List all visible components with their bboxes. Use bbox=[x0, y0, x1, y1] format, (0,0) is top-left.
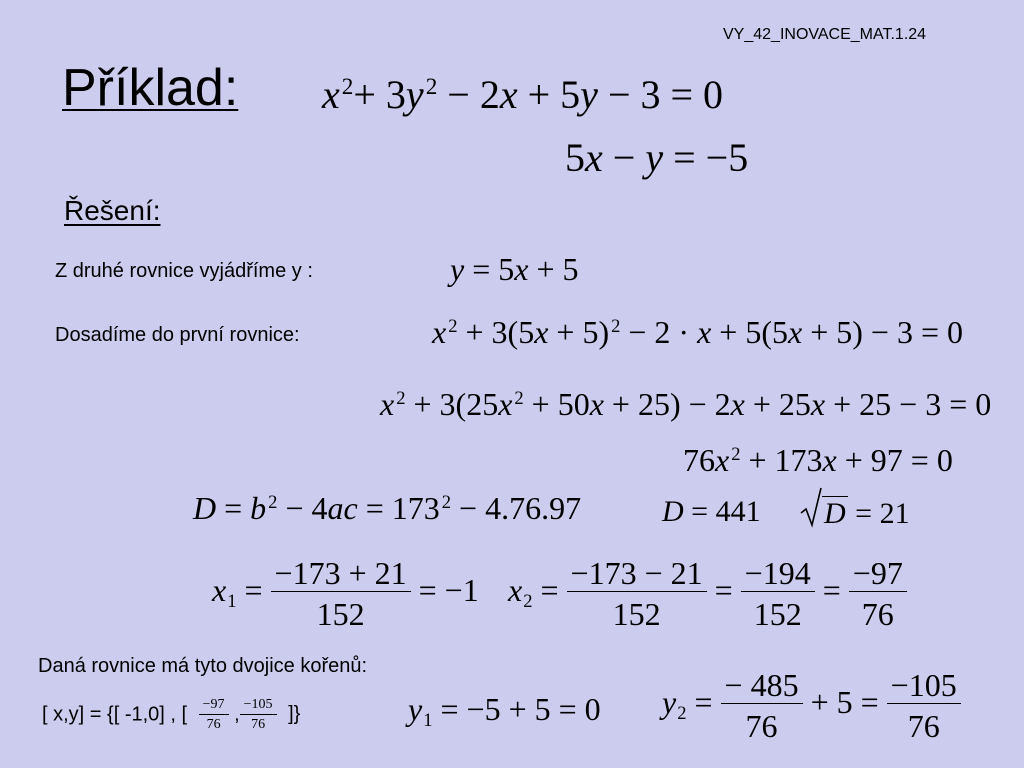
discriminant-formula: D = b $^2$ − 4ac = 173 $^2$ − 4.76.97 bbox=[193, 490, 582, 526]
y2-fraction: $\frac{- 485}{76}$ bbox=[721, 669, 803, 742]
solution-heading: Řešení: bbox=[64, 195, 161, 226]
express-equation: y = 5x + 5 bbox=[450, 251, 579, 287]
discriminant-sqrt: D = 21 bbox=[800, 487, 910, 529]
x1-fraction: $\frac{-173 + 21}{152}$ bbox=[271, 557, 411, 630]
page-title: Příklad: bbox=[62, 59, 239, 117]
x2-simplified-fraction: $\frac{-194}{152}$ bbox=[741, 557, 815, 630]
y2-result-fraction: $\frac{-105}{76}$ bbox=[887, 669, 961, 742]
root-pairs-label: Daná rovnice má tyto dvojice kořenů: bbox=[38, 655, 368, 677]
root-x1: $x_1$ = $\frac{-173 + 21}{152}$ = −1 bbox=[212, 555, 479, 632]
system-equation-1: $x^2+ 3y^2 - 2x + 5y - 3 = 0$ bbox=[322, 72, 724, 117]
root-y1: $y_1 = -5 + 5 = 0$ bbox=[408, 691, 601, 731]
quadratic-equation: 76x $^2$ + 173x + 97 = 0 bbox=[683, 442, 953, 478]
root-y2: $y_2$ = $\frac{- 485}{76}$ + 5 = $\frac{-105}{76}$ bbox=[662, 669, 961, 742]
root-pairs-set: [ x,y] = {[ -1,0] , [ $\frac{-97}{76}$ , $\frac{-105}{76}$ ]} bbox=[42, 697, 301, 732]
pair-fraction-y: $\frac{-105}{76}$ bbox=[240, 698, 277, 732]
substitute-step-label: Dosadíme do první rovnice: bbox=[55, 324, 300, 346]
x2-result-fraction: $\frac{-97}{76}$ bbox=[849, 557, 907, 630]
pair-fraction-x: $\frac{-97}{76}$ bbox=[199, 698, 229, 732]
x2-fraction: $\frac{-173 - 21}{152}$ bbox=[567, 557, 707, 630]
document-code: VY_42_INOVACE_MAT.1.24 bbox=[723, 26, 927, 43]
discriminant-value: D = 441 bbox=[662, 495, 761, 528]
expanded-equation: x $^2$ + 3(25x $^2$ + 50x + 25) − 2x + 25x + 25 − 3 = 0 bbox=[380, 386, 992, 422]
root-x2: $x_2$ = $\frac{-173 - 21}{152}$ = $\frac{-194}{152}$ = $\frac{-97}{76}$ bbox=[508, 557, 907, 630]
sqrt-icon bbox=[800, 487, 822, 529]
system-equation-2: 5x − y = −5 bbox=[565, 135, 749, 180]
express-step-label: Z druhé rovnice vyjádříme y : bbox=[55, 260, 313, 282]
substitute-equation: x $^2$ + 3(5x + 5) $^2$ − 2 · x + 5(5x + 5) − 3 = 0 bbox=[432, 314, 963, 350]
